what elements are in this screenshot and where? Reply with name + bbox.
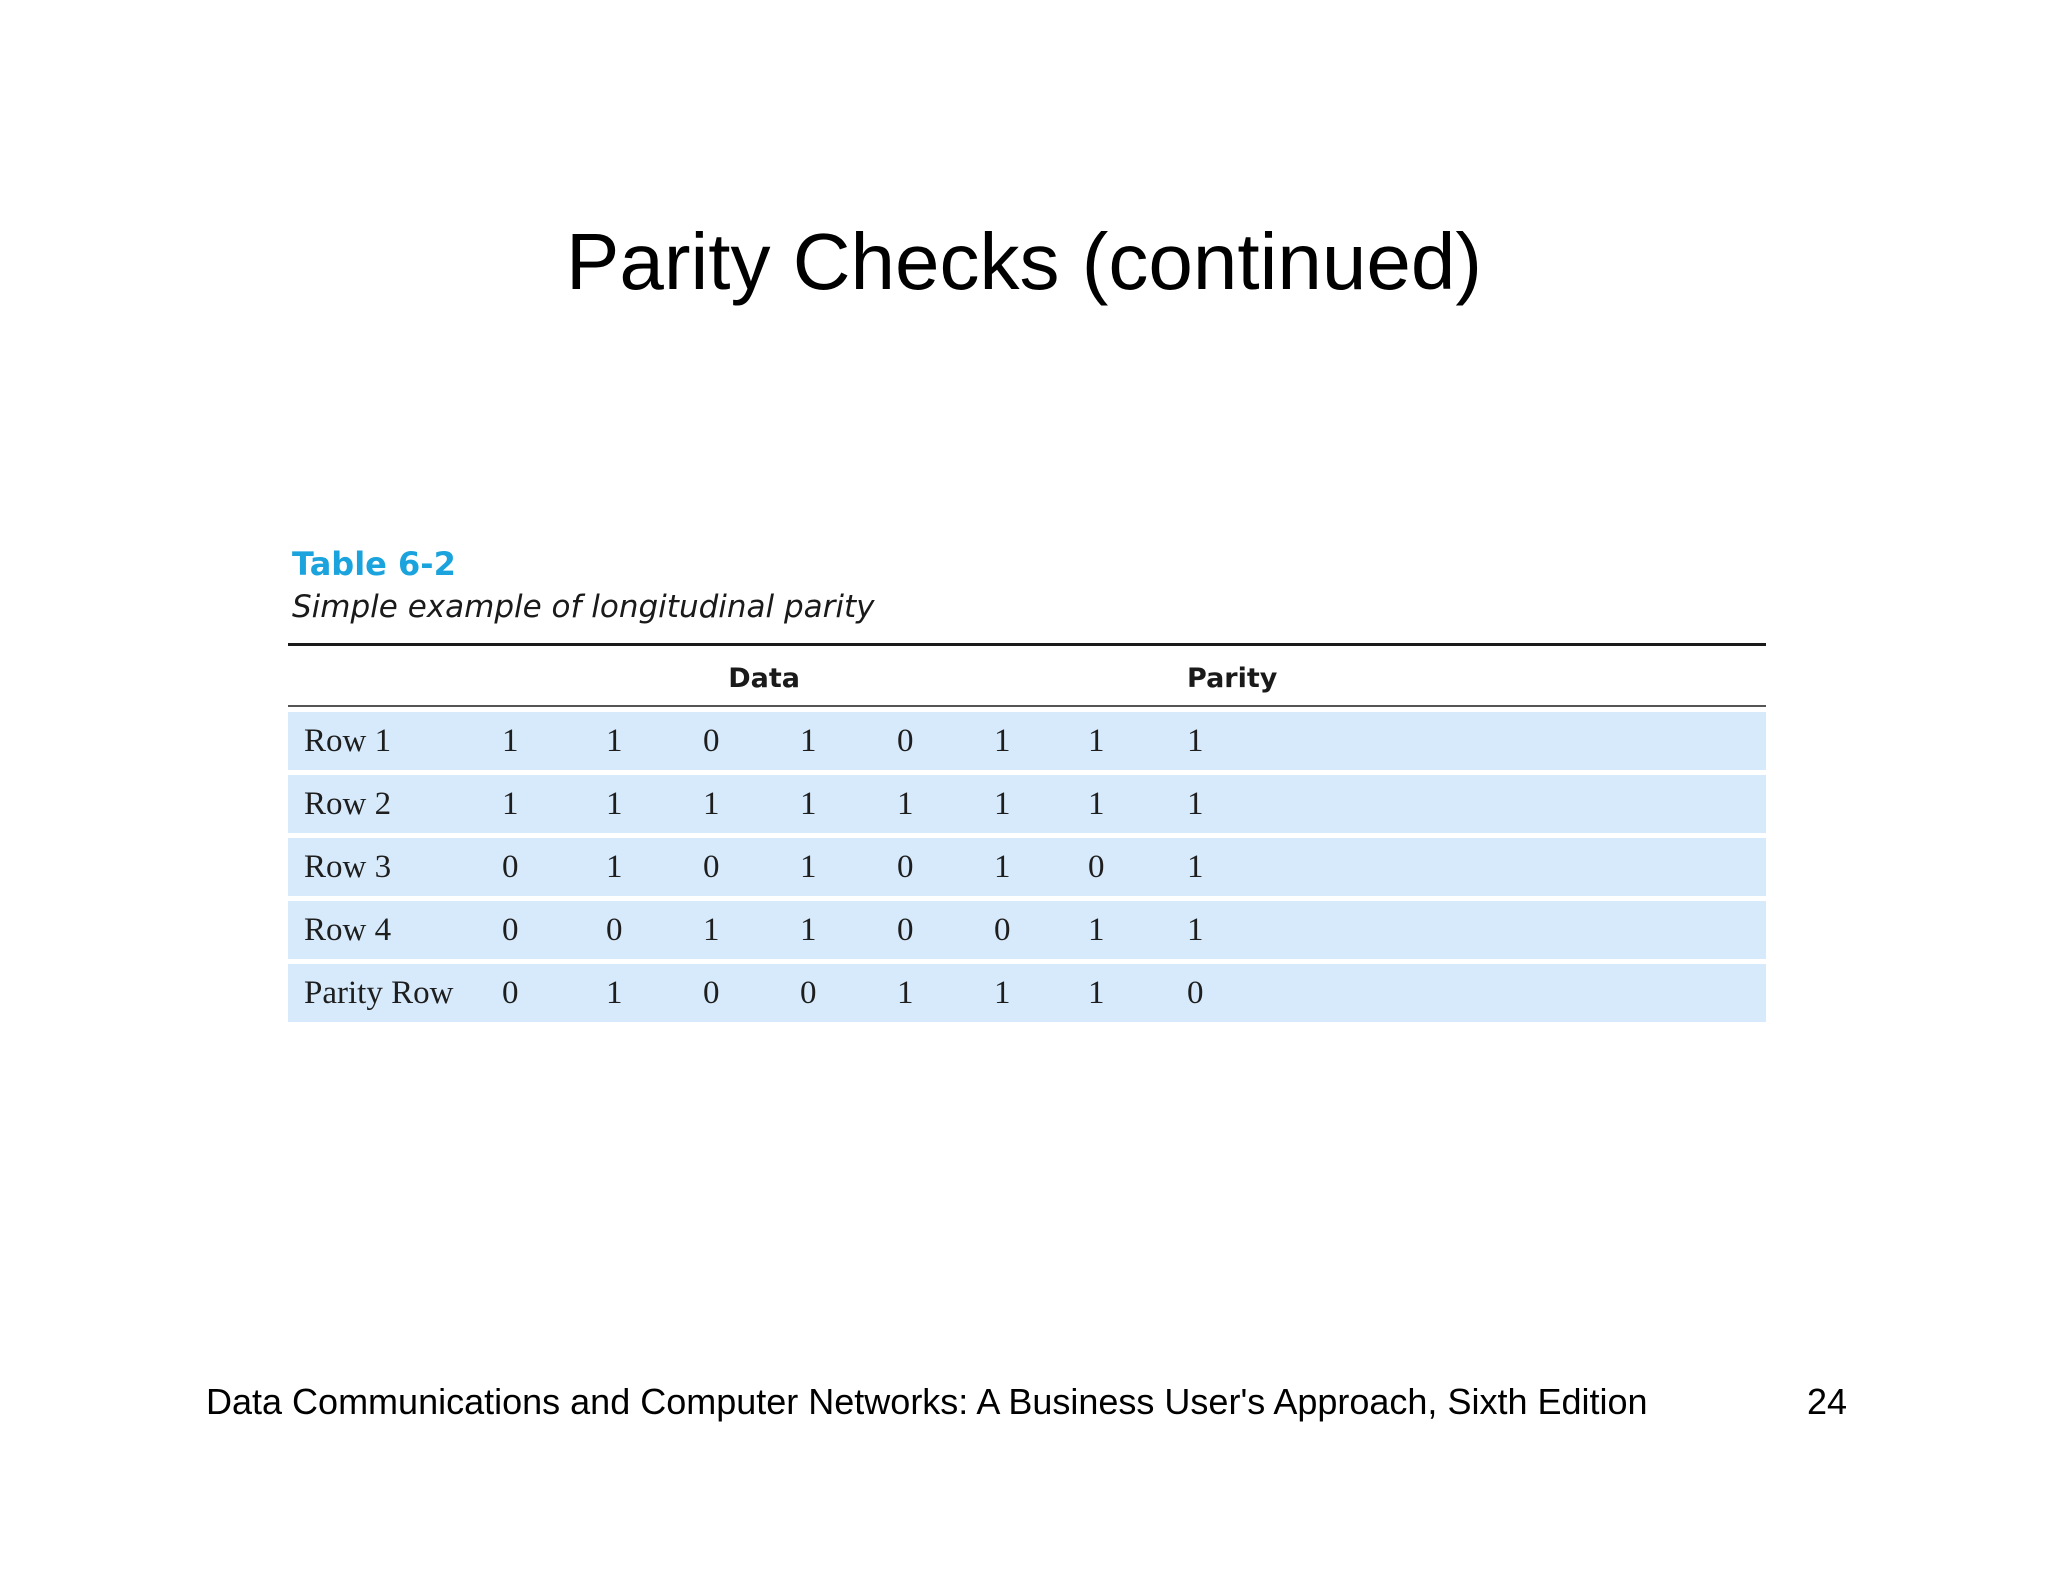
row-label: Row 2 bbox=[288, 775, 502, 833]
data-cell: 0 bbox=[1088, 838, 1187, 896]
header-data: Data bbox=[728, 662, 800, 694]
parity-cell: 0 bbox=[1187, 964, 1766, 1022]
data-cell: 1 bbox=[800, 838, 897, 896]
parity-cell: 1 bbox=[1187, 838, 1766, 896]
data-cell: 1 bbox=[606, 964, 703, 1022]
data-cell: 1 bbox=[606, 712, 703, 770]
data-cell: 0 bbox=[502, 901, 606, 959]
data-cell: 1 bbox=[1088, 901, 1187, 959]
data-cell: 1 bbox=[703, 775, 800, 833]
table-row bbox=[288, 775, 1766, 833]
data-cell: 1 bbox=[897, 775, 994, 833]
header-parity-cell bbox=[1187, 651, 1766, 707]
parity-cell: 1 bbox=[1187, 712, 1766, 770]
table-row bbox=[288, 964, 1766, 1022]
data-cell: 1 bbox=[800, 901, 897, 959]
data-cell: 1 bbox=[994, 838, 1088, 896]
parity-cell: 1 bbox=[1187, 775, 1766, 833]
header-blank bbox=[288, 651, 502, 707]
row-label: Row 4 bbox=[288, 901, 502, 959]
data-cell: 1 bbox=[994, 964, 1088, 1022]
data-cell: 1 bbox=[502, 775, 606, 833]
data-cell: 1 bbox=[800, 712, 897, 770]
data-cell: 0 bbox=[897, 901, 994, 959]
row-label: Row 1 bbox=[288, 712, 502, 770]
page-number: 24 bbox=[1807, 1381, 1848, 1422]
data-cell: 0 bbox=[897, 838, 994, 896]
data-cell: 0 bbox=[606, 901, 703, 959]
data-cell: 1 bbox=[994, 775, 1088, 833]
table-caption: Simple example of longitudinal parity bbox=[292, 589, 875, 625]
footer-text: Data Communications and Computer Networks: A Business User's Approach, Sixth Edition bbox=[206, 1381, 1648, 1422]
data-cell: 1 bbox=[703, 901, 800, 959]
table-figure bbox=[288, 545, 1766, 1027]
data-cell: 0 bbox=[703, 838, 800, 896]
header-data-cell bbox=[502, 651, 800, 707]
data-cell: 0 bbox=[502, 964, 606, 1022]
data-cell: 0 bbox=[897, 712, 994, 770]
data-cell: 0 bbox=[994, 901, 1088, 959]
row-label: Row 3 bbox=[288, 838, 502, 896]
data-cell: 1 bbox=[1088, 775, 1187, 833]
data-cell: 1 bbox=[502, 712, 606, 770]
data-cell: 1 bbox=[994, 712, 1088, 770]
data-cell: 1 bbox=[606, 775, 703, 833]
data-cell: 1 bbox=[1088, 712, 1187, 770]
parity-cell: 1 bbox=[1187, 901, 1766, 959]
table-row bbox=[288, 838, 1766, 896]
table-row bbox=[288, 712, 1766, 770]
data-cell: 0 bbox=[800, 964, 897, 1022]
data-cell: 1 bbox=[800, 775, 897, 833]
header-parity: Parity bbox=[1187, 662, 1278, 694]
data-cell: 0 bbox=[703, 964, 800, 1022]
table-row bbox=[288, 901, 1766, 959]
data-cell: 0 bbox=[502, 838, 606, 896]
table-number: Table 6-2 bbox=[292, 545, 456, 583]
data-cell: 1 bbox=[606, 838, 703, 896]
data-cell: 0 bbox=[703, 712, 800, 770]
row-label: Parity Row bbox=[288, 964, 502, 1022]
data-cell: 1 bbox=[897, 964, 994, 1022]
slide-title: Parity Checks (continued) bbox=[566, 217, 1482, 306]
parity-table bbox=[288, 643, 1766, 1027]
table-header-row bbox=[288, 651, 1766, 707]
data-cell: 1 bbox=[1088, 964, 1187, 1022]
header-spacer bbox=[800, 651, 1187, 707]
